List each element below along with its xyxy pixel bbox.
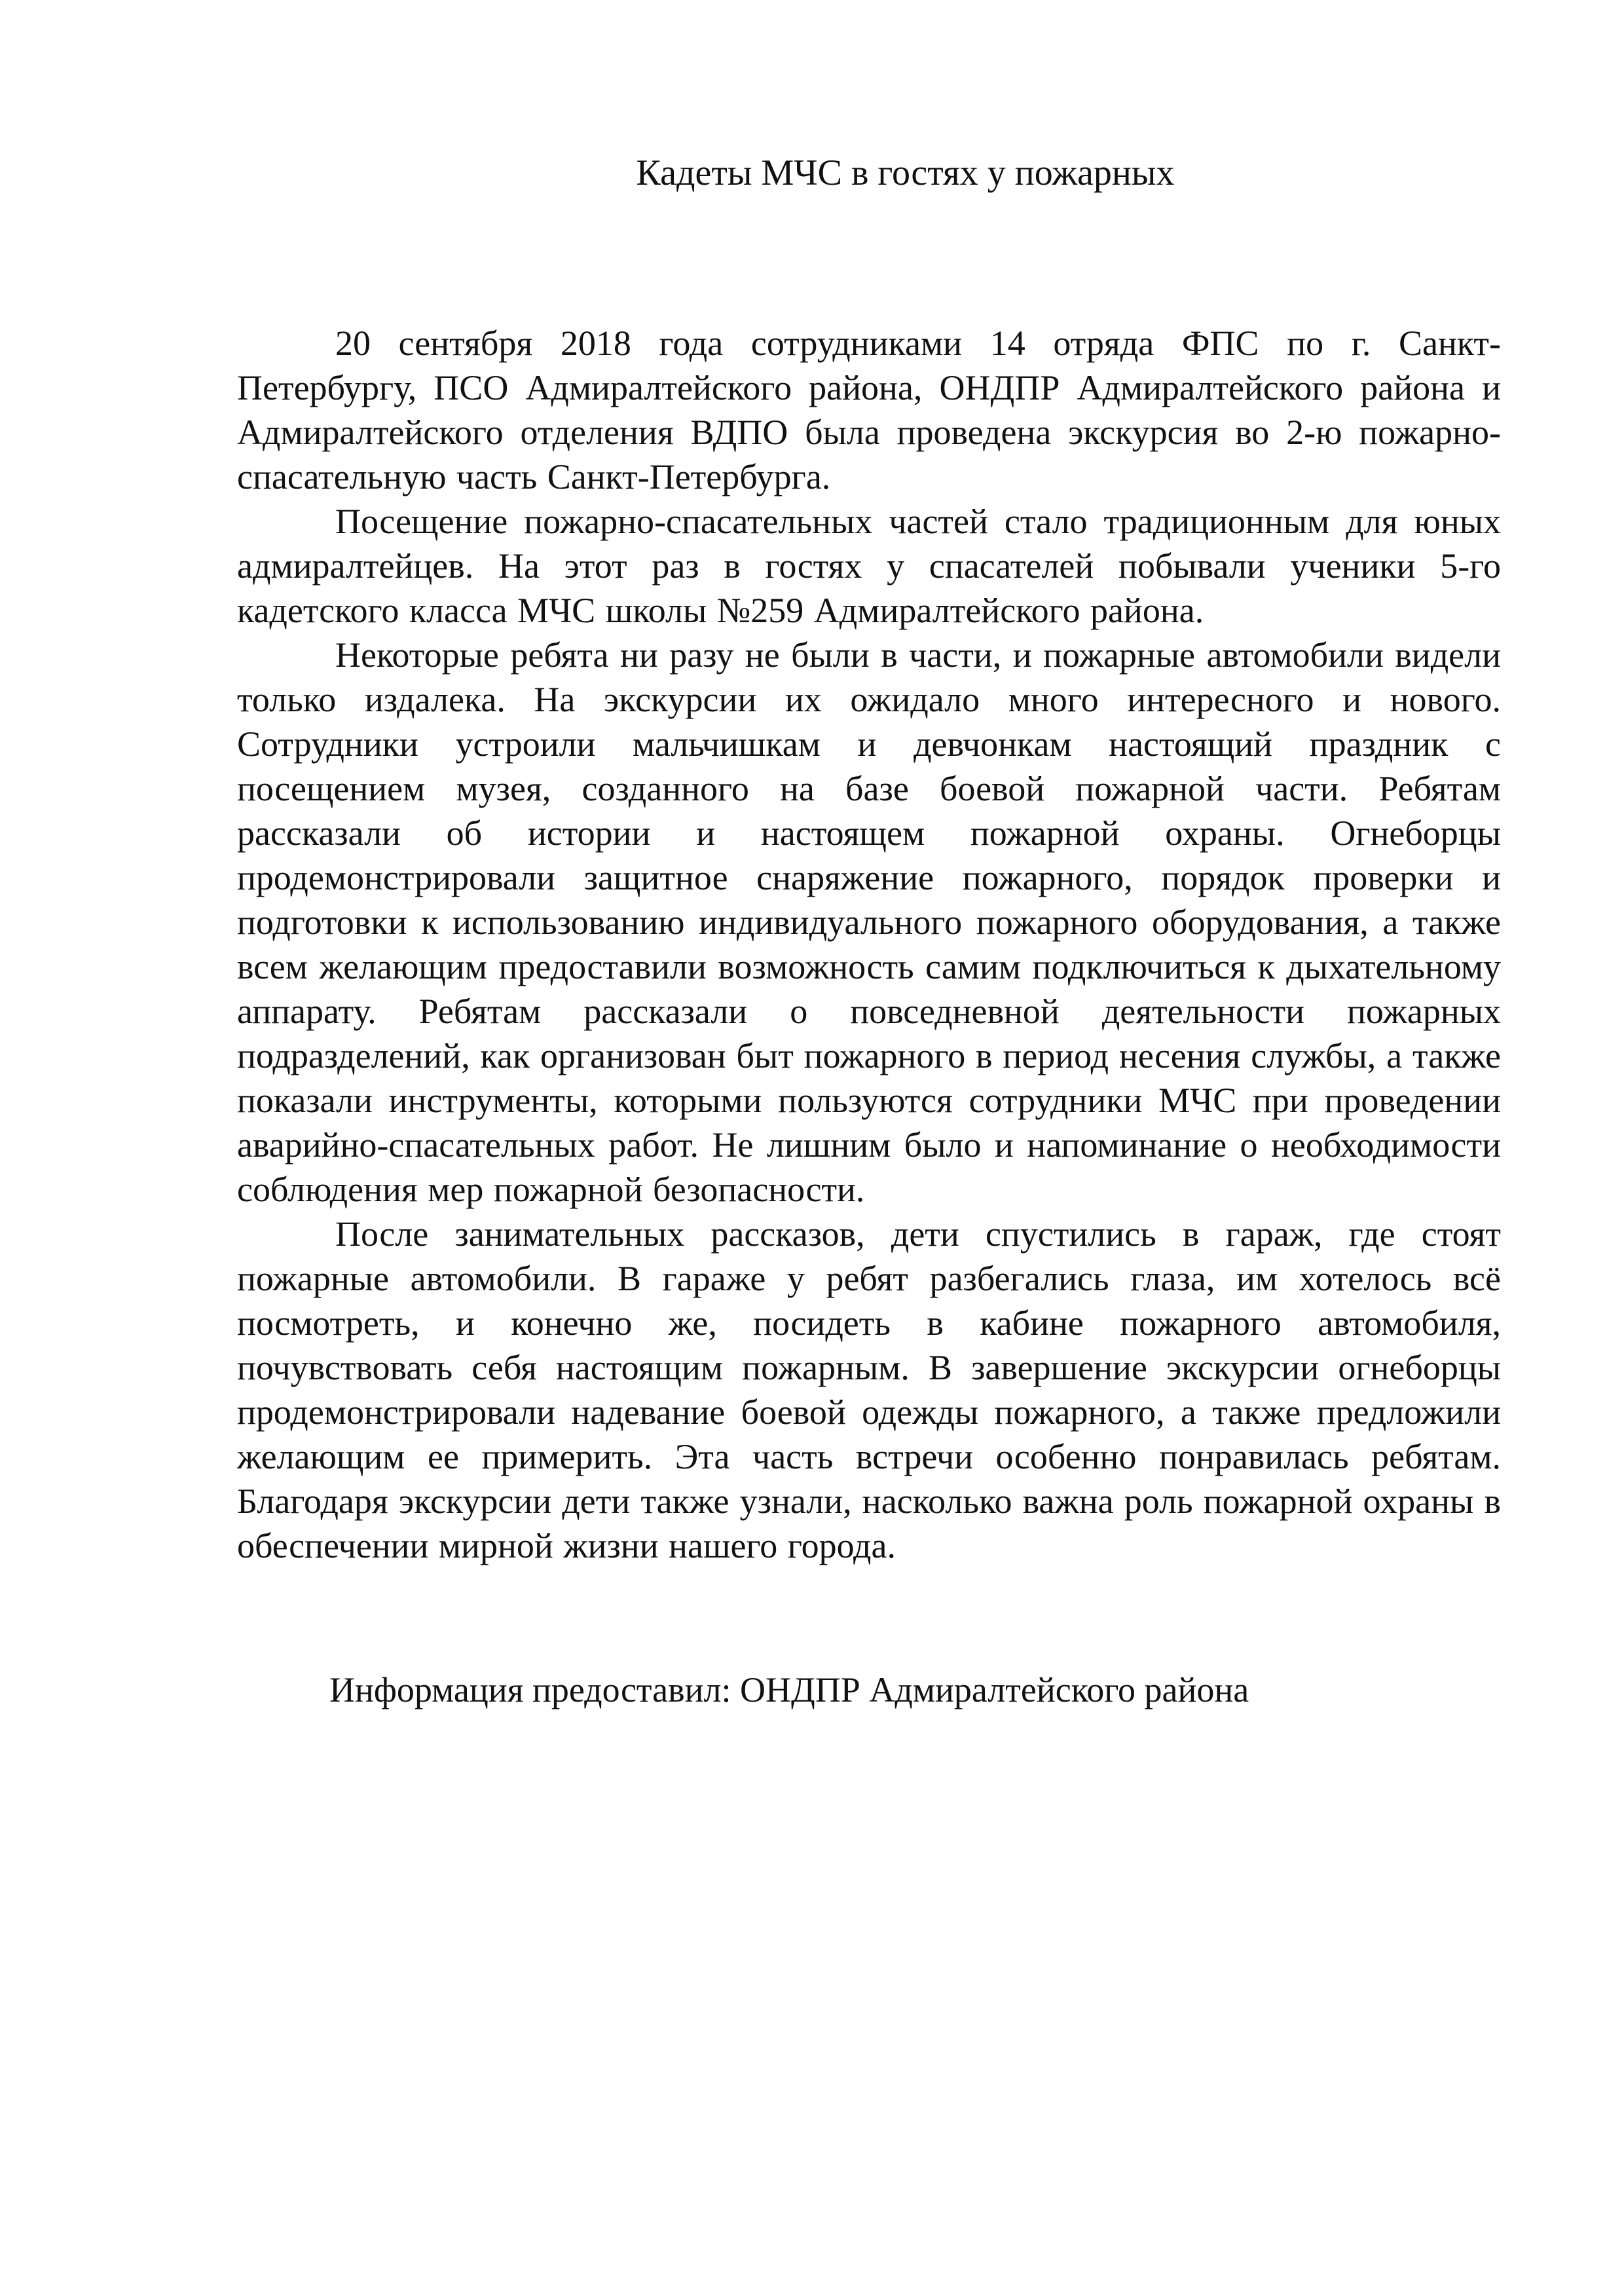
paragraph-garage-visit: После занимательных рассказов, дети спустились в гараж, где стоят пожарные автомобили. В гараже у ребят разбегались глаза, им хотелось всё посмотреть, и конечно же, посидеть в кабине пожарного автомобиля, почувствовать себя настоящим пожарным. В завершение экскурсии огнеборцы продемонстрировали надевание боевой одежды пожарного, а также предложили желающим ее примерить. Эта часть встречи особенно понравилась ребятам. Благодаря экскурсии дети также узнали, насколько важна роль пожарной охраны в обеспечении мирной жизни нашего города. — [237, 1214, 1501, 1565]
paragraph-excursion-intro: 20 сентября 2018 года сотрудниками 14 отряда ФПС по г. Санкт-Петербургу, ПСО Адмиралтейского района, ОНДПР Адмиралтейского района и Адмиралтейского отделения ВДПО была проведена экскурсия во 2-ю пожарно-спасательную часть Санкт-Петербурга. — [237, 324, 1501, 496]
paragraph-visitors: Посещение пожарно-спасательных частей стало традиционным для юных адмиралтейцев. На этот раз в гостях у спасателей побывали ученики 5-го кадетского класса МЧС школы №259 Адмиралтейского района. — [237, 502, 1501, 630]
document-title: Кадеты МЧС в гостях у пожарных — [636, 153, 1175, 193]
document-body — [237, 321, 1501, 1568]
info-source-footer: Информация предоставил: ОНДПР Адмиралтейского района — [329, 1670, 1249, 1709]
paragraph-museum-tour: Некоторые ребята ни разу не были в части, и пожарные автомобили видели только издалека. На экскурсии их ожидало много интересного и нового. Сотрудники устроили мальчишкам и девчонкам настоящий праздник с посещением музея, созданного на базе боевой пожарной части. Ребятам рассказали об истории и настоящем пожарной охраны. Огнеборцы продемонстрировали защитное снаряжение пожарного, порядок проверки и подготовки к использованию индивидуального пожарного оборудования, а также всем желающим предоставили возможность самим подключиться к дыхательному аппарату. Ребятам рассказали о повседневной деятельности пожарных подразделений, как организован быт пожарного в период несения службы, а также показали инструменты, которыми пользуются сотрудники МЧС при проведении аварийно-спасательных работ. Не лишним было и напоминание о необходимости соблюдения мер пожарной безопасности. — [237, 635, 1501, 1209]
